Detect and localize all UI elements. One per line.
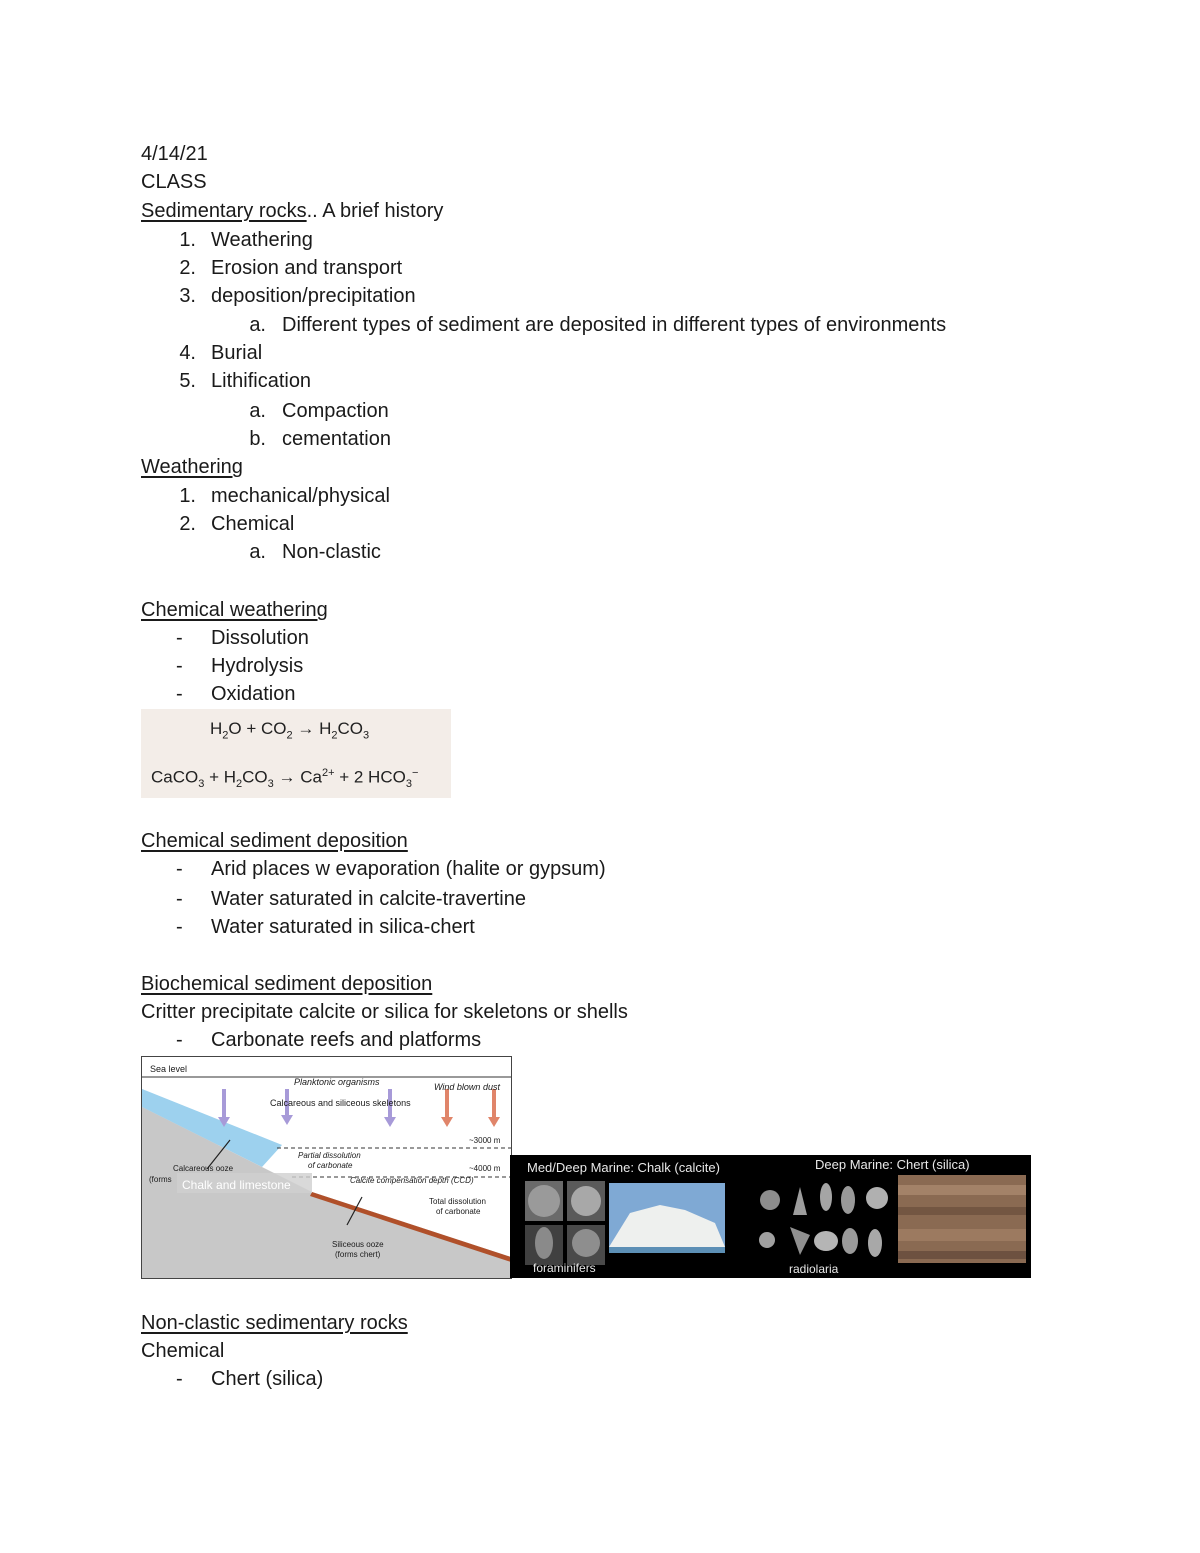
list-item: mechanical/physical bbox=[211, 485, 390, 507]
bullet-dash: - bbox=[176, 858, 183, 880]
bullet-dash: - bbox=[176, 655, 183, 677]
section-heading-chemical-sediment-deposition: Chemical sediment deposition bbox=[141, 830, 408, 852]
partial-dissolution-label-2: of carbonate bbox=[308, 1161, 353, 1170]
chalk-panel-title: Med/Deep Marine: Chalk (calcite) bbox=[527, 1160, 720, 1175]
list-item: Lithification bbox=[211, 370, 312, 392]
skeletons-label: Calcareous and siliceous skeletons bbox=[270, 1098, 411, 1108]
radiolaria-caption: radiolaria bbox=[789, 1262, 839, 1276]
calcareous-ooze-label: Calcareous ooze bbox=[173, 1164, 234, 1173]
ccd-label: Calcite compensation depth (CCD) bbox=[350, 1176, 474, 1185]
list-item: Weathering bbox=[211, 229, 313, 251]
chert-panel-title: Deep Marine: Chert (silica) bbox=[815, 1157, 970, 1172]
foraminifers-caption: foraminifers bbox=[533, 1261, 596, 1275]
bullet-dash: - bbox=[176, 888, 183, 910]
list-item: Different types of sediment are deposited in different types of environments bbox=[282, 314, 947, 336]
section-heading-non-clastic-rocks: Non-clastic sedimentary rocks bbox=[141, 1312, 408, 1334]
total-dissolution-label: Total dissolution bbox=[429, 1197, 486, 1206]
list-letter: a. bbox=[249, 541, 266, 563]
bullet-dash: - bbox=[176, 1368, 183, 1390]
bullet-item: Water saturated in silica-chert bbox=[211, 916, 475, 938]
date: 4/14/21 bbox=[141, 143, 208, 165]
ocean-deposition-diagram bbox=[141, 1056, 512, 1279]
list-number: 3. bbox=[179, 285, 196, 307]
bullet-item: Chert (silica) bbox=[211, 1368, 324, 1390]
list-item: Compaction bbox=[282, 400, 389, 422]
list-number: 1. bbox=[179, 485, 196, 507]
section-heading-weathering: Weathering bbox=[141, 456, 243, 478]
bullet-dash: - bbox=[176, 1029, 183, 1051]
depth-4000-label: ~4000 m bbox=[469, 1164, 501, 1173]
list-item: deposition/precipitation bbox=[211, 285, 416, 307]
equation-image bbox=[141, 709, 451, 798]
chalk-limestone-label: Chalk and limestone bbox=[182, 1178, 291, 1192]
planktonic-label: Planktonic organisms bbox=[294, 1077, 380, 1087]
siliceous-ooze-label-2: (forms chert) bbox=[335, 1250, 381, 1259]
heading-underlined: Sedimentary rocks bbox=[141, 200, 307, 222]
section-heading-sedimentary-rocks bbox=[141, 199, 443, 223]
list-item: Burial bbox=[211, 342, 263, 364]
bullet-dash: - bbox=[176, 916, 183, 938]
heading-rest: .. A brief history bbox=[306, 200, 444, 222]
wind-dust-label: Wind blown dust bbox=[434, 1082, 500, 1092]
list-item: cementation bbox=[282, 428, 391, 450]
list-item: Chemical bbox=[211, 513, 295, 535]
list-letter: a. bbox=[249, 314, 266, 336]
list-number: 2. bbox=[179, 513, 196, 535]
section-heading-chemical-weathering: Chemical weathering bbox=[141, 599, 328, 621]
list-item: Non-clastic bbox=[282, 541, 381, 563]
body-line: Critter precipitate calcite or silica for skeletons or shells bbox=[141, 1001, 628, 1023]
bullet-item: Carbonate reefs and platforms bbox=[211, 1029, 482, 1051]
bullet-item: Hydrolysis bbox=[211, 655, 304, 677]
list-item: Erosion and transport bbox=[211, 257, 403, 279]
bullet-dash: - bbox=[176, 627, 183, 649]
forms-label: (forms bbox=[149, 1175, 172, 1184]
class-label: CLASS bbox=[141, 171, 207, 193]
microfossil-photo-panel bbox=[510, 1155, 1031, 1278]
sea-level-label: Sea level bbox=[150, 1064, 188, 1074]
list-number: 5. bbox=[179, 370, 196, 392]
bullet-item: Dissolution bbox=[211, 627, 309, 649]
microfossil-images bbox=[510, 1155, 1031, 1278]
list-letter: a. bbox=[249, 400, 266, 422]
list-letter: b. bbox=[249, 428, 266, 450]
bullet-item: Oxidation bbox=[211, 683, 296, 705]
body-line: Chemical bbox=[141, 1340, 225, 1362]
list-number: 2. bbox=[179, 257, 196, 279]
total-dissolution-label-2: of carbonate bbox=[436, 1207, 481, 1216]
bullet-item: Water saturated in calcite-travertine bbox=[211, 888, 526, 910]
list-number: 1. bbox=[179, 229, 196, 251]
partial-dissolution-label: Partial dissolution bbox=[298, 1151, 361, 1160]
depth-3000-label: ~3000 m bbox=[469, 1136, 501, 1145]
siliceous-ooze-label: Siliceous ooze bbox=[332, 1240, 384, 1249]
bullet-item: Arid places w evaporation (halite or gypsum) bbox=[211, 858, 606, 880]
list-number: 4. bbox=[179, 342, 196, 364]
section-heading-biochemical-sediment-deposition: Biochemical sediment deposition bbox=[141, 973, 433, 995]
equation-carbonic-acid: $H_2O + CO_2 \to H_2CO_3$ bbox=[210, 719, 370, 742]
equation-calcite-dissolution: CaCO$_3$ + $H_2CO_3 \to Ca^{2+} + 2$ $HCO_3^-$ bbox=[151, 767, 419, 791]
bullet-dash: - bbox=[176, 683, 183, 705]
